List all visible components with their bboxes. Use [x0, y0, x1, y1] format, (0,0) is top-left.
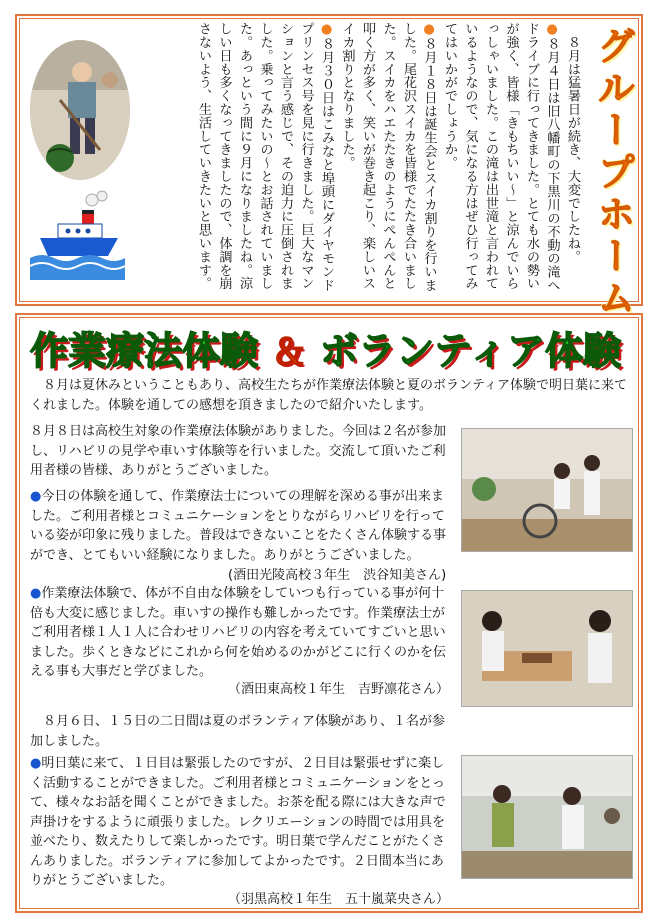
bullet-icon: ● [544, 22, 560, 38]
comment-1: ●今日の体験を通して、作業療法士についての理解を深める事が出来ました。ご利用者様とコミュニケーションをとりながらリハビリを行っている姿が印象に残りました。普段はできないことをたくさん体験する事ができ、とてもいい経験になりました。ありがとうございました。 [30, 489, 447, 563]
volunteer-date-text: ８月６日、１５日の二日間は夏のボランティア体験があり、１名が参加しました。 [30, 714, 445, 749]
ampersand: ＆ [272, 333, 307, 373]
signature-3: （羽黒高校１年生 五十嵐菜央さん） [228, 892, 450, 907]
group-home-paragraph: ●８月３０日はこみなと埠頭にダイヤモンドプリンセス号を見に行きました。巨大なマンションと言う感じで、その迫力に圧倒されました。乗ってみたいの〜とお話されていました。あっという間に９月になりましたね。涼しい日も多くなってきましたので、体調を崩さないよう、生活していきたいと思います。 [196, 22, 334, 292]
bullet-icon: ● [30, 756, 42, 771]
group-home-paragraph: ●８月１８日は誕生会とスイカ割りを行いました。尾花沢スイカを皆様でたたき合いました。スイカをハエたたきのようにぺんぺんと叩く方が多く、笑いが巻き起こり、楽しいスイカ割りとなりました。 [339, 22, 437, 292]
ot-date-text: ８月８日は高校生対象の作業療法体験がありました。今回は２名が参加し、リハビリの見学や車いす体験等を行いました。交流して頂いたご利用者様の皆様、ありがとうございました。 [30, 424, 447, 478]
ship-illustration [30, 190, 125, 280]
bullet-icon: ● [319, 22, 334, 38]
comment-3: ●明日葉に来て、１日目は緊張したのですが、２日目は緊張せずに楽しく活動することができました。ご利用者様とコミュニケーションをとって、様々なお話を聞くことができました。お茶を配る際には大きな声で声掛けをするように頑張りました。レクリエーションの時間では用具を並べたり、数えたりして楽しかったです。明日葉で学んだことがたくさんありました。ボランティアに参加してよかったです。２日間本当にありがとうございました。 [30, 756, 446, 888]
group-home-paragraph: ●８月４日は旧八幡町の下黒川の不動の滝へドライブに行ってきました。とても水の勢いが強く、皆様「きもちいい〜」と涼んでいらっしゃいました。この滝は出世滝と言われているようなので、気になる方はぜひ行ってみてはいかがでしょうか。 [442, 22, 560, 292]
intro-text: ８月は夏休みということもあり、高校生たちが作業療法体験と夏のボランティア体験で明日葉に来てくれました。体験を通しての感想を頂きましたので紹介いたします。 [30, 378, 627, 413]
bullet-icon: ● [421, 22, 437, 38]
bullet-icon: ● [30, 489, 42, 504]
group-home-body [142, 22, 582, 298]
experience-banner [30, 320, 630, 373]
watermelon-photo [30, 40, 130, 180]
volunteer-photo [461, 755, 633, 879]
bullet-icon: ● [30, 586, 42, 601]
group-home-title: グループホーム [591, 26, 635, 320]
ot-experience-title: 作業療法体験 [30, 329, 259, 373]
wheelchair-photo [461, 428, 633, 552]
signature-1: (酒田光陵高校３年生 渋谷知美さん) [228, 568, 447, 583]
signature-2: （酒田東高校１年生 吉野凛花さん） [228, 682, 450, 697]
rehab-table-photo [461, 590, 633, 707]
volunteer-experience-title: ボランティア体験 [320, 329, 621, 373]
comment-2: ●作業療法体験で、体が不自由な体験をしていつも行っている事が何十倍も大変に感じました。車いすの操作も難しかったです。作業療法士がご利用者様１人１人に合わせリハビリの内容を考えていてすごいと思いました。歩くときなどにこれから何を始めるのかがどこに行くのかを伝える事も大事だと学びました。 [30, 586, 447, 679]
group-home-paragraph: ８月は猛暑日が続き、大変でしたね。 [565, 22, 580, 264]
